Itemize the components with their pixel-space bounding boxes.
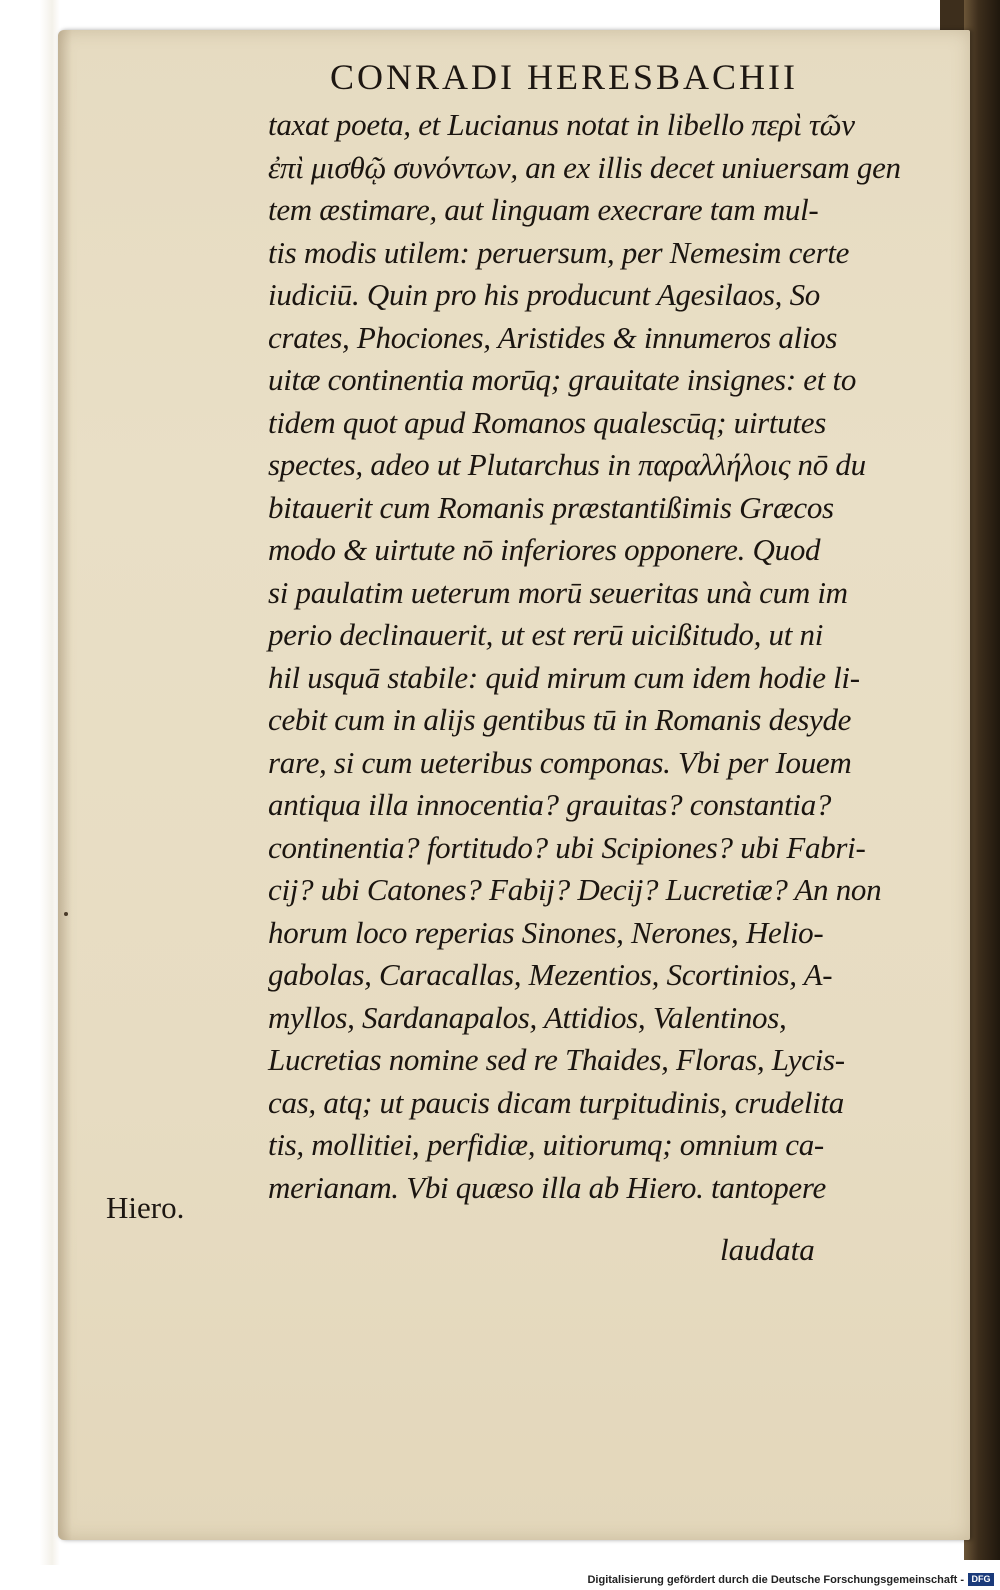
catchword: laudata bbox=[720, 1232, 815, 1267]
dfg-logo[interactable]: DFG bbox=[968, 1573, 994, 1586]
text-line: cas, atq; ut paucis dicam turpitudinis, crudelita bbox=[268, 1084, 844, 1120]
text-line: iudiciū. Quin pro his producunt Agesilaos, So bbox=[268, 277, 820, 312]
text-line: rare, si cum ueteribus componas. Vbi per Iouem bbox=[268, 744, 852, 780]
text-line: tidem quot apud Romanos qualescūq; uirtutes bbox=[268, 404, 826, 440]
text-line: ἐπὶ μισθῷ συνόντων, an ex illis decet uniuersam gen bbox=[268, 149, 901, 185]
text-line: tem æstimare, aut linguam execrare tam mul- bbox=[268, 192, 819, 227]
text-line: Lucretias nomine sed re Thaides, Floras, Lycis- bbox=[268, 1042, 845, 1077]
text-line: perio declinauerit, ut est rerū uicißitudo, ut ni bbox=[268, 617, 824, 652]
text-line: tis, mollitiei, perfidiæ, uitiorumq; omnium ca- bbox=[268, 1127, 824, 1162]
text-line: si paulatim ueterum morū seueritas unà cum im bbox=[268, 574, 848, 610]
text-line: cebit cum in alijs gentibus tū in Romanis desyde bbox=[268, 702, 852, 737]
text-line: merianam. Vbi quæso illa ab Hiero. tantopere bbox=[268, 1169, 826, 1205]
text-line: continentia? fortitudo? ubi Scipiones? ubi Fabri- bbox=[268, 829, 866, 865]
digitization-footer bbox=[0, 1565, 1000, 1590]
page-fold-shadow bbox=[58, 30, 72, 1540]
text-line: modo & uirtute nō inferiores opponere. Quod bbox=[268, 532, 821, 567]
text-line: uitæ continentia morūq; grauitate insignes: et to bbox=[268, 362, 857, 397]
footer-credit-text: Digitalisierung gefördert durch die Deutsche Forschungsgemeinschaft - bbox=[587, 1574, 964, 1586]
text-line: antiqua illa innocentia? grauitas? constantia? bbox=[268, 787, 832, 822]
text-line: crates, Phociones, Aristides & innumeros alios bbox=[268, 319, 838, 355]
text-line: tis modis utilem: peruersum, per Nemesim certe bbox=[268, 234, 850, 270]
running-head: CONRADI HERESBACHII bbox=[330, 57, 799, 97]
text-line: myllos, Sardanapalos, Attidios, Valentinos, bbox=[268, 999, 787, 1035]
main-text-block bbox=[268, 104, 908, 1209]
text-line: gabolas, Caracallas, Mezentios, Scortinios, A- bbox=[268, 957, 833, 992]
text-line: horum loco reperias Sinones, Nerones, Helio- bbox=[268, 914, 824, 950]
text-line: cij? ubi Catones? Fabij? Decij? Lucretiæ? An non bbox=[268, 872, 882, 907]
text-line: bitauerit cum Romanis præstantißimis Græcos bbox=[268, 489, 834, 525]
text-line: hil usquā stabile: quid mirum cum idem hodie li- bbox=[268, 659, 860, 695]
margin-note: Hiero. bbox=[106, 1190, 185, 1225]
text-line: taxat poeta, et Lucianus notat in libello περὶ τῶν bbox=[268, 107, 855, 142]
text-line: spectes, adeo ut Plutarchus in παραλλήλοις nō du bbox=[268, 447, 866, 482]
paper-speck bbox=[64, 912, 68, 916]
